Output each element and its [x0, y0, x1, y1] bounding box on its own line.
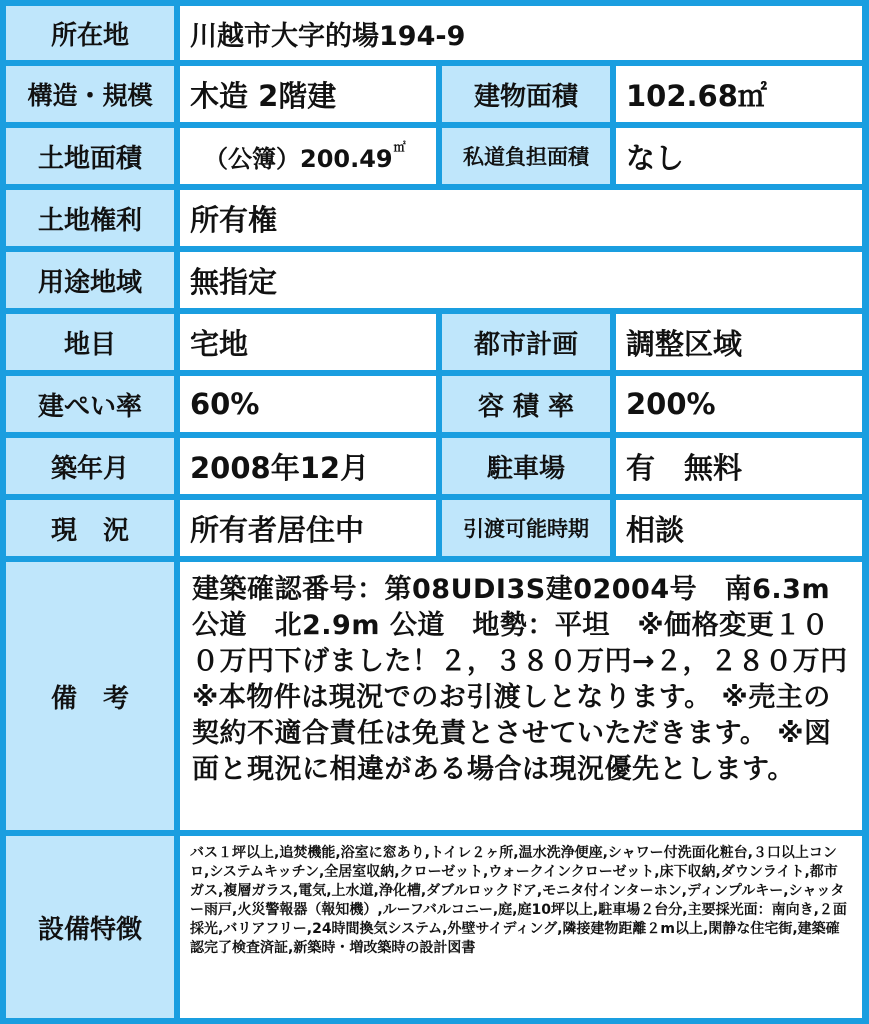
value-structure: 木造 2階建	[180, 66, 436, 122]
value-current-status: 所有者居住中	[180, 500, 436, 556]
value-land-area	[180, 128, 436, 184]
label-floor-area-ratio: 容 積 率	[442, 376, 610, 432]
label-remarks: 備 考	[6, 562, 174, 830]
label-location: 所在地	[6, 6, 174, 60]
value-built-date: 2008年12月	[180, 438, 436, 494]
label-building-area: 建物面積	[442, 66, 610, 122]
value-handover-timing: 相談	[616, 500, 862, 556]
value-coverage-ratio: 60%	[180, 376, 436, 432]
label-land-rights: 土地権利	[6, 190, 174, 246]
label-city-planning: 都市計画	[442, 314, 610, 370]
label-equipment: 設備特徴	[6, 836, 174, 1018]
label-coverage-ratio: 建ぺい率	[6, 376, 174, 432]
value-parking: 有 無料	[616, 438, 862, 494]
label-land-category: 地目	[6, 314, 174, 370]
label-built-date: 築年月	[6, 438, 174, 494]
value-land-category: 宅地	[180, 314, 436, 370]
label-zoning: 用途地域	[6, 252, 174, 308]
label-private-road: 私道負担面積	[442, 128, 610, 184]
value-location: 川越市大字的場194-9	[180, 6, 862, 60]
land-area-text: （公簿）200.49	[204, 144, 393, 173]
value-floor-area-ratio: 200%	[616, 376, 862, 432]
label-land-area: 土地面積	[6, 128, 174, 184]
value-land-rights: 所有権	[180, 190, 862, 246]
value-remarks: 建築確認番号：第08UDI3S建02004号 南6.3m公道 北2.9m 公道 地勢：平坦 ※価格変更１００万円下げました！２，３８０万円→２，２８０万円 ※本物件は現況でのお引渡しとなります。 ※売主の契約不適合責任は免責とさせていただきます。 ※図面と現況に相違がある場合は現況優先とします。	[180, 562, 862, 830]
label-handover-timing: 引渡可能時期	[442, 500, 610, 556]
value-zoning: 無指定	[180, 252, 862, 308]
label-current-status: 現 況	[6, 500, 174, 556]
value-private-road: なし	[616, 128, 862, 184]
label-parking: 駐車場	[442, 438, 610, 494]
value-building-area: 102.68㎡	[616, 66, 862, 122]
land-area-unit: ㎡	[393, 139, 406, 154]
label-structure: 構造・規模	[6, 66, 174, 122]
value-equipment: バス１坪以上,追焚機能,浴室に窓あり,トイレ２ヶ所,温水洗浄便座,シャワー付洗面化粧台,３口以上コンロ,システムキッチン,全居室収納,クローゼット,ウォークインクローゼット,床下収納,ダウンライト,都市ガス,複層ガラス,電気,上水道,浄化槽,ダブルロックドア,モニタ付インターホン,ディンプルキー,シャッター雨戸,火災警報器（報知機）,ルーフバルコニー,庭,庭10坪以上,駐車場２台分,主要採光面：南向き,２面採光,バリアフリー,24時間換気システム,外壁サイディング,隣接建物距離２m以上,閑静な住宅街,建築確認完了検査済証,新築時・増改築時の設計図書	[180, 836, 862, 1018]
value-city-planning: 調整区域	[616, 314, 862, 370]
